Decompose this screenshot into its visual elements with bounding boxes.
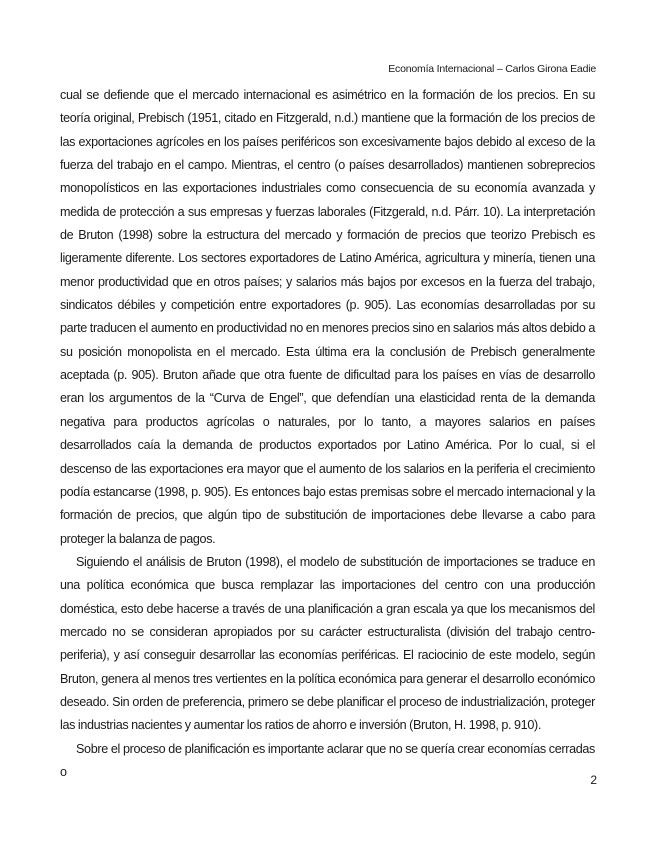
paragraph-continuation: cual se defiende que el mercado internacional es asimétrico en la formación de los precios. En su teoría original, Prebisch (1951, citado en Fitzgerald, n.d.) mantiene que la formación de los precios de las exportaciones agrícoles en los países periféricos son excesivamente bajos debido al exceso de la fuerza del trabajo en el campo. Mientras, el centro (o países desarrollados) mantienen sobreprecios monopolísticos en las exportaciones industriales como consecuencia de su economía avanzada y medida de protección a sus empresas y fuerzas laborales (Fitzgerald, n.d. Párr. 10). La interpretación de Bruton (1998) sobre la estructura del mercado y formación de precios que teorizo Prebisch es ligeramente diferente. Los sectores exportadores de Latino América, agricultura y minería, tienen una menor productividad que en otros países; y salarios más bajos por excesos en la fuerza del trabajo, sindicatos débiles y competición entre exportadores (p. 905). Las economías desarrolladas por su parte traducen el aumento en productividad no en menores precios sino en salarios más altos debido a su posición monopolista en el mercado. Esta última era la conclusión de Prebisch generalmente aceptada (p. 905). Bruton añade que otra fuente de dificultad para los países en vías de desarrollo eran los argumentos de la “Curva de Engel”, que defendían una elasticidad renta de la demanda negativa para productos agrícolas o naturales, por lo tanto, a mayores salarios en países desarrollados caía la demanda de productos exportados por Latino América. Por lo cual, si el descenso de las exportaciones era mayor que el aumento de los salarios en la periferia el crecimiento podía estancarse (1998, p. 905). Es entonces bajo estas premisas sobre el mercado internacional y la formación de precios, que algún tipo de substitución de importaciones debe llevarse a cabo para proteger la balanza de pagos. xyxy=(60,88,595,546)
paragraph-planning-process: Sobre el proceso de planificación es importante aclarar que no se quería crear economías cerradas o xyxy=(60,741,595,779)
running-header: Economía Internacional – Carlos Girona Eadie xyxy=(388,63,596,75)
body-text xyxy=(60,84,595,784)
page-number: 2 xyxy=(590,773,597,787)
paragraph-bruton-analysis: Siguiendo el análisis de Bruton (1998), el modelo de substitución de importaciones se traduce en una política económica que busca remplazar las importaciones del centro con una producción doméstica, esto debe hacerse a través de una planificación a gran escala ya que los mecanismos del mercado no se consideran apropiados por su carácter estructuralista (división del trabajo centro-periferia), y así conseguir desarrollar las economías periféricas. El raciocinio de este modelo, según Bruton, genera al menos tres vertientes en la política económica para generar el desarrollo económico deseado. Sin orden de preferencia, primero se debe planificar el proceso de industrialización, proteger las industrias nacientes y aumentar los ratios de ahorro e inversión (Bruton, H. 1998, p. 910). xyxy=(60,554,595,733)
